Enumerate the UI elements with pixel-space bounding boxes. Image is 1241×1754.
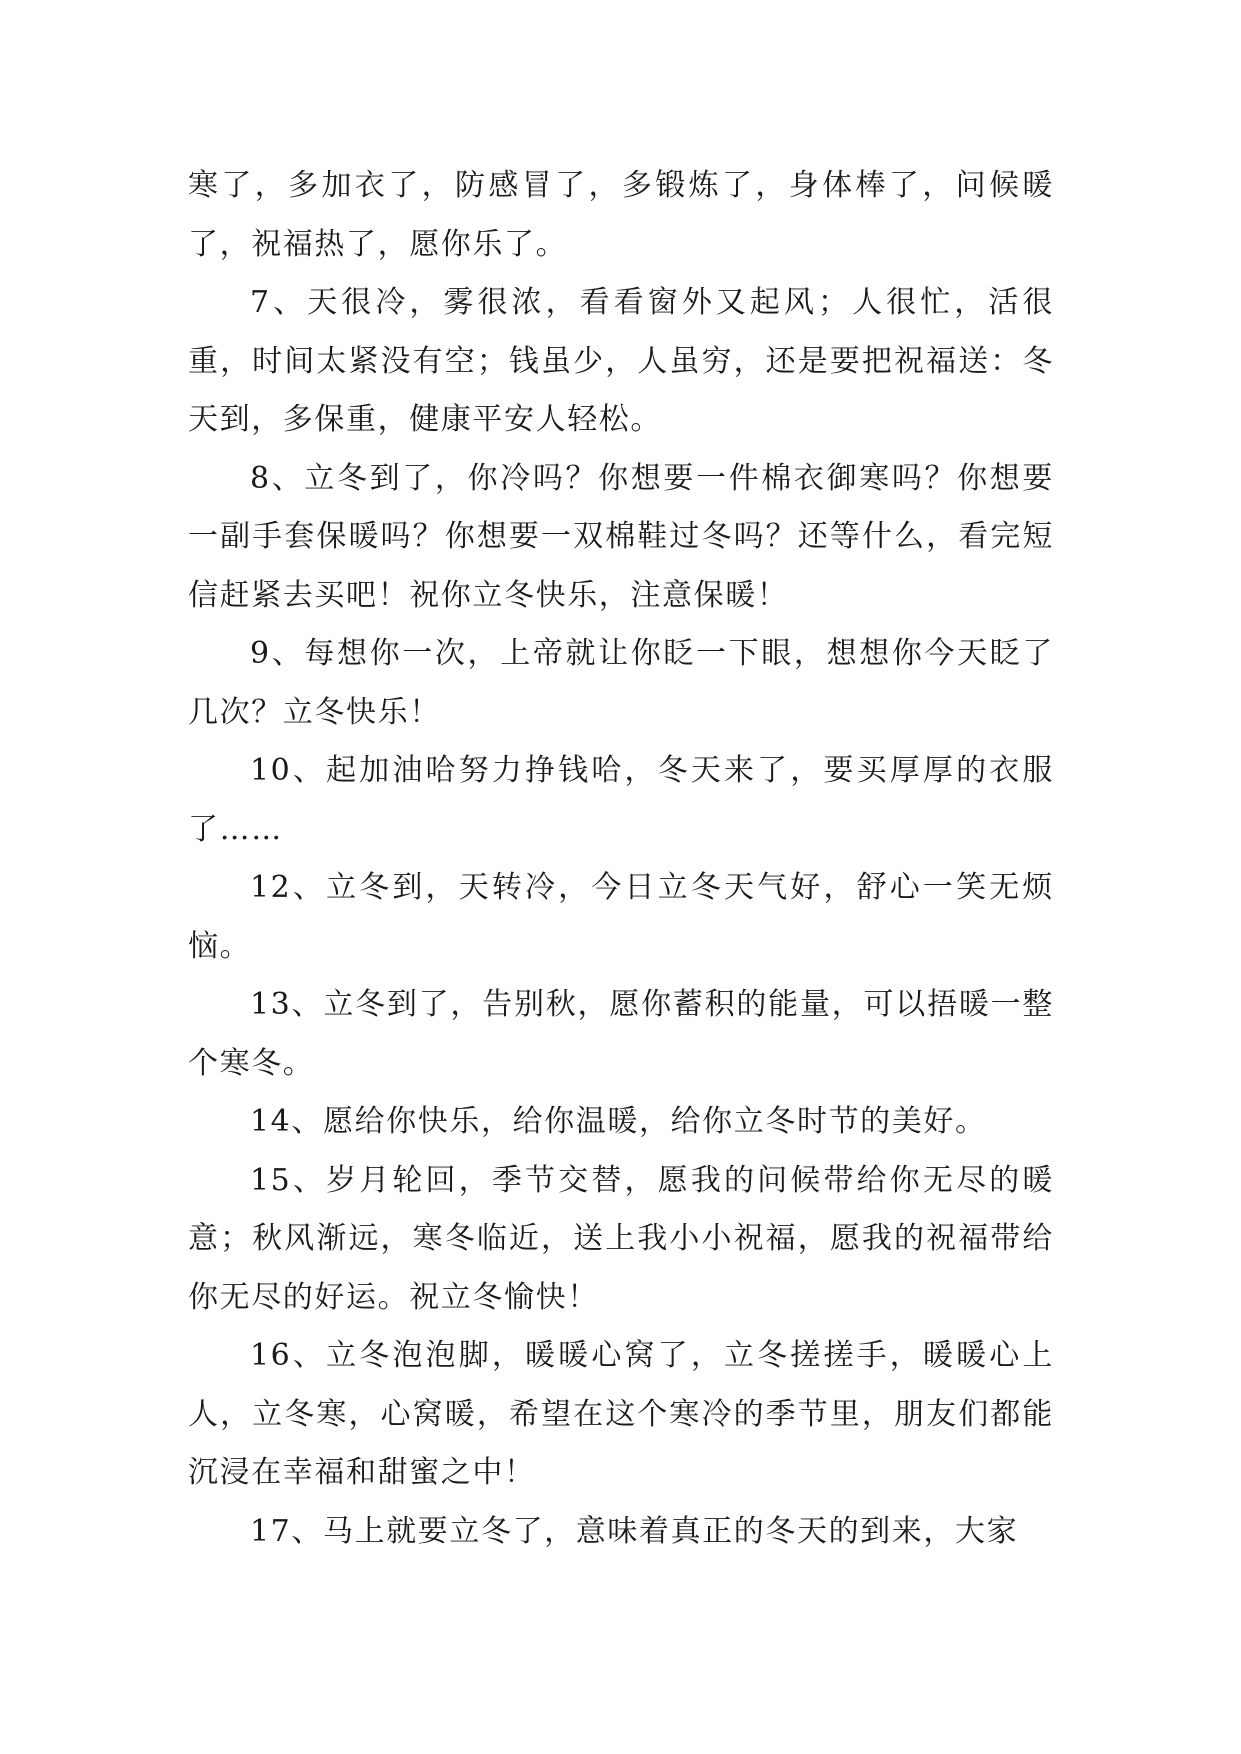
paragraph-item-14: 14、愿给你快乐，给你温暖，给你立冬时节的美好。 [250, 1104, 987, 1139]
paragraph-item-17: 17、马上就要立冬了，意味着真正的冬天的到来，大家 [250, 1513, 1019, 1549]
document-body [188, 157, 1054, 1561]
paragraph-item-15: 15、岁月轮回，季节交替，愿我的问候带给你无尽的暖意；秋风渐远，寒冬临近，送上我小小祝福，愿我的祝福带给你无尽的好运。祝立冬愉快！ [188, 1162, 1054, 1315]
paragraph-item-13: 13、立冬到了，告别秋，愿你蓄积的能量，可以捂暖一整个寒冬。 [188, 987, 1054, 1081]
paragraph-item-8: 8、立冬到了，你冷吗？你想要一件棉衣御寒吗？你想要一副手套保暖吗？你想要一双棉鞋过冬吗？还等什么，看完短信赶紧去买吧！祝你立冬快乐，注意保暖！ [188, 460, 1054, 613]
paragraph-item-9: 9、每想你一次，上帝就让你眨一下眼，想想你今天眨了几次？立冬快乐！ [188, 636, 1054, 730]
paragraph-continuation: 寒了，多加衣了，防感冒了，多锻炼了，身体棒了，问候暖了，祝福热了，愿你乐了。 [188, 168, 1054, 262]
paragraph-item-16: 16、立冬泡泡脚，暖暖心窝了，立冬搓搓手，暖暖心上人，立冬寒，心窝暖，希望在这个寒冷的季节里，朋友们都能沉浸在幸福和甜蜜之中！ [188, 1338, 1054, 1490]
paragraph-item-12: 12、立冬到，天转冷，今日立冬天气好，舒心一笑无烦恼。 [188, 870, 1054, 964]
paragraph-item-10: 10、起加油哈努力挣钱哈，冬天来了，要买厚厚的衣服了…… [188, 753, 1054, 847]
paragraph-item-7: 7、天很冷，雾很浓，看看窗外又起风；人很忙，活很重，时间太紧没有空；钱虽少，人虽穷，还是要把祝福送：冬天到，多保重，健康平安人轻松。 [188, 285, 1054, 437]
